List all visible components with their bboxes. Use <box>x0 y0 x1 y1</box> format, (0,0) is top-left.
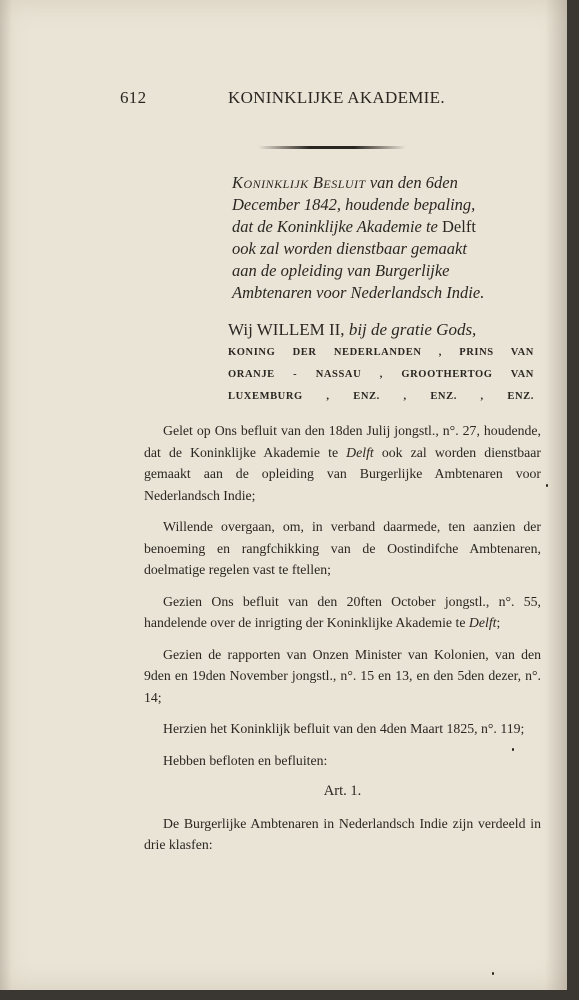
decree-title-line <box>232 216 534 238</box>
page-edge-shadow <box>545 0 567 990</box>
paragraph-herzien: Herzien het Koninklijk befluit van den 4den Maart 1825, n°. 119; <box>163 721 525 736</box>
running-head: KONINKLIJKE AKADEMIE. <box>228 88 445 107</box>
decree-title-text: dat de Koninklijke Akademie te <box>232 217 443 236</box>
royal-titles-line: KONING DER NEDERLANDEN , PRINS VAN <box>228 347 534 358</box>
decree-title-besluit: Besluit <box>312 173 366 192</box>
ink-speck <box>512 748 514 751</box>
paragraph-text: Gezien Ons befluit van den 20ften October jongstl., n°. 55, handelende over de inrigting der Koninklijke Akademie te <box>144 593 541 630</box>
decree-title-line: December 1842, houdende bepaling, <box>232 195 476 214</box>
decree-title-line <box>232 172 534 194</box>
decree-title-date: van den 6den <box>365 173 458 192</box>
article-text: De Burgerlijke Ambtenaren in Nederlandsch Indie zijn verdeeld in drie klasfen: <box>144 815 541 852</box>
royal-titles-line: LUXEMBURG , ENZ. , ENZ. , ENZ. <box>228 391 534 402</box>
ink-speck <box>492 972 494 975</box>
decree-body <box>144 420 541 856</box>
paragraph-hebben: Hebben befloten en befluiten: <box>163 752 328 768</box>
decree-title <box>232 172 534 304</box>
royal-name-line <box>228 318 534 342</box>
royal-grace: bij de gratie Gods, <box>344 320 477 339</box>
decree-title-line: Ambtenaren voor Nederlandsch Indie. <box>232 283 485 302</box>
paragraph-text: ook zal worden dienstbaar gemaakt aan de opleiding van Burgerlijke Ambtenaren voor Nederlandsch Indie; <box>144 444 541 503</box>
royal-intro <box>228 318 534 408</box>
paragraph-text: Gelet op Ons befluit van den 18den Julij jongstl., n°. 27, houdende, dat de Koninklijke Akademie te <box>144 423 541 460</box>
place-name-delft: Delft <box>468 615 497 630</box>
page-fold-shadow <box>0 0 12 990</box>
royal-titles-line: ORANJE - NASSAU , GROOTHERTOG VAN <box>228 369 534 380</box>
paragraph-gezien-besluit <box>144 591 541 634</box>
page-number: 612 <box>120 88 147 107</box>
decree-title-line: ook zal worden dienstbaar gemaakt <box>232 239 467 258</box>
ink-speck <box>546 484 548 487</box>
place-name-delft: Delft <box>346 444 374 460</box>
paragraph-text: ; <box>496 615 501 630</box>
decree-title-koninklijk: Koninklijk <box>232 173 309 192</box>
ornamental-rule <box>258 146 406 149</box>
article-heading: Art. 1. <box>323 783 362 799</box>
decree-title-delft: Delft <box>442 217 476 236</box>
paragraph-gelet <box>144 420 541 506</box>
decree-title-line: aan de opleiding van Burgerlijke <box>232 261 450 280</box>
royal-name: Wij WILLEM II, <box>228 320 345 339</box>
paragraph-gezien-rapporten: Gezien de rapporten van Onzen Minister van Kolonien, van den 9den en 19den November jongstl., n°. 15 en 13, en den 5den dezer, n°. 14; <box>144 646 541 705</box>
paragraph-willende: Willende overgaan, om, in verband daarmede, ten aanzien der benoeming en rangfchikking van de Oostindifche Ambtenaren, doelmatige regelen vast te ftellen; <box>144 519 541 577</box>
